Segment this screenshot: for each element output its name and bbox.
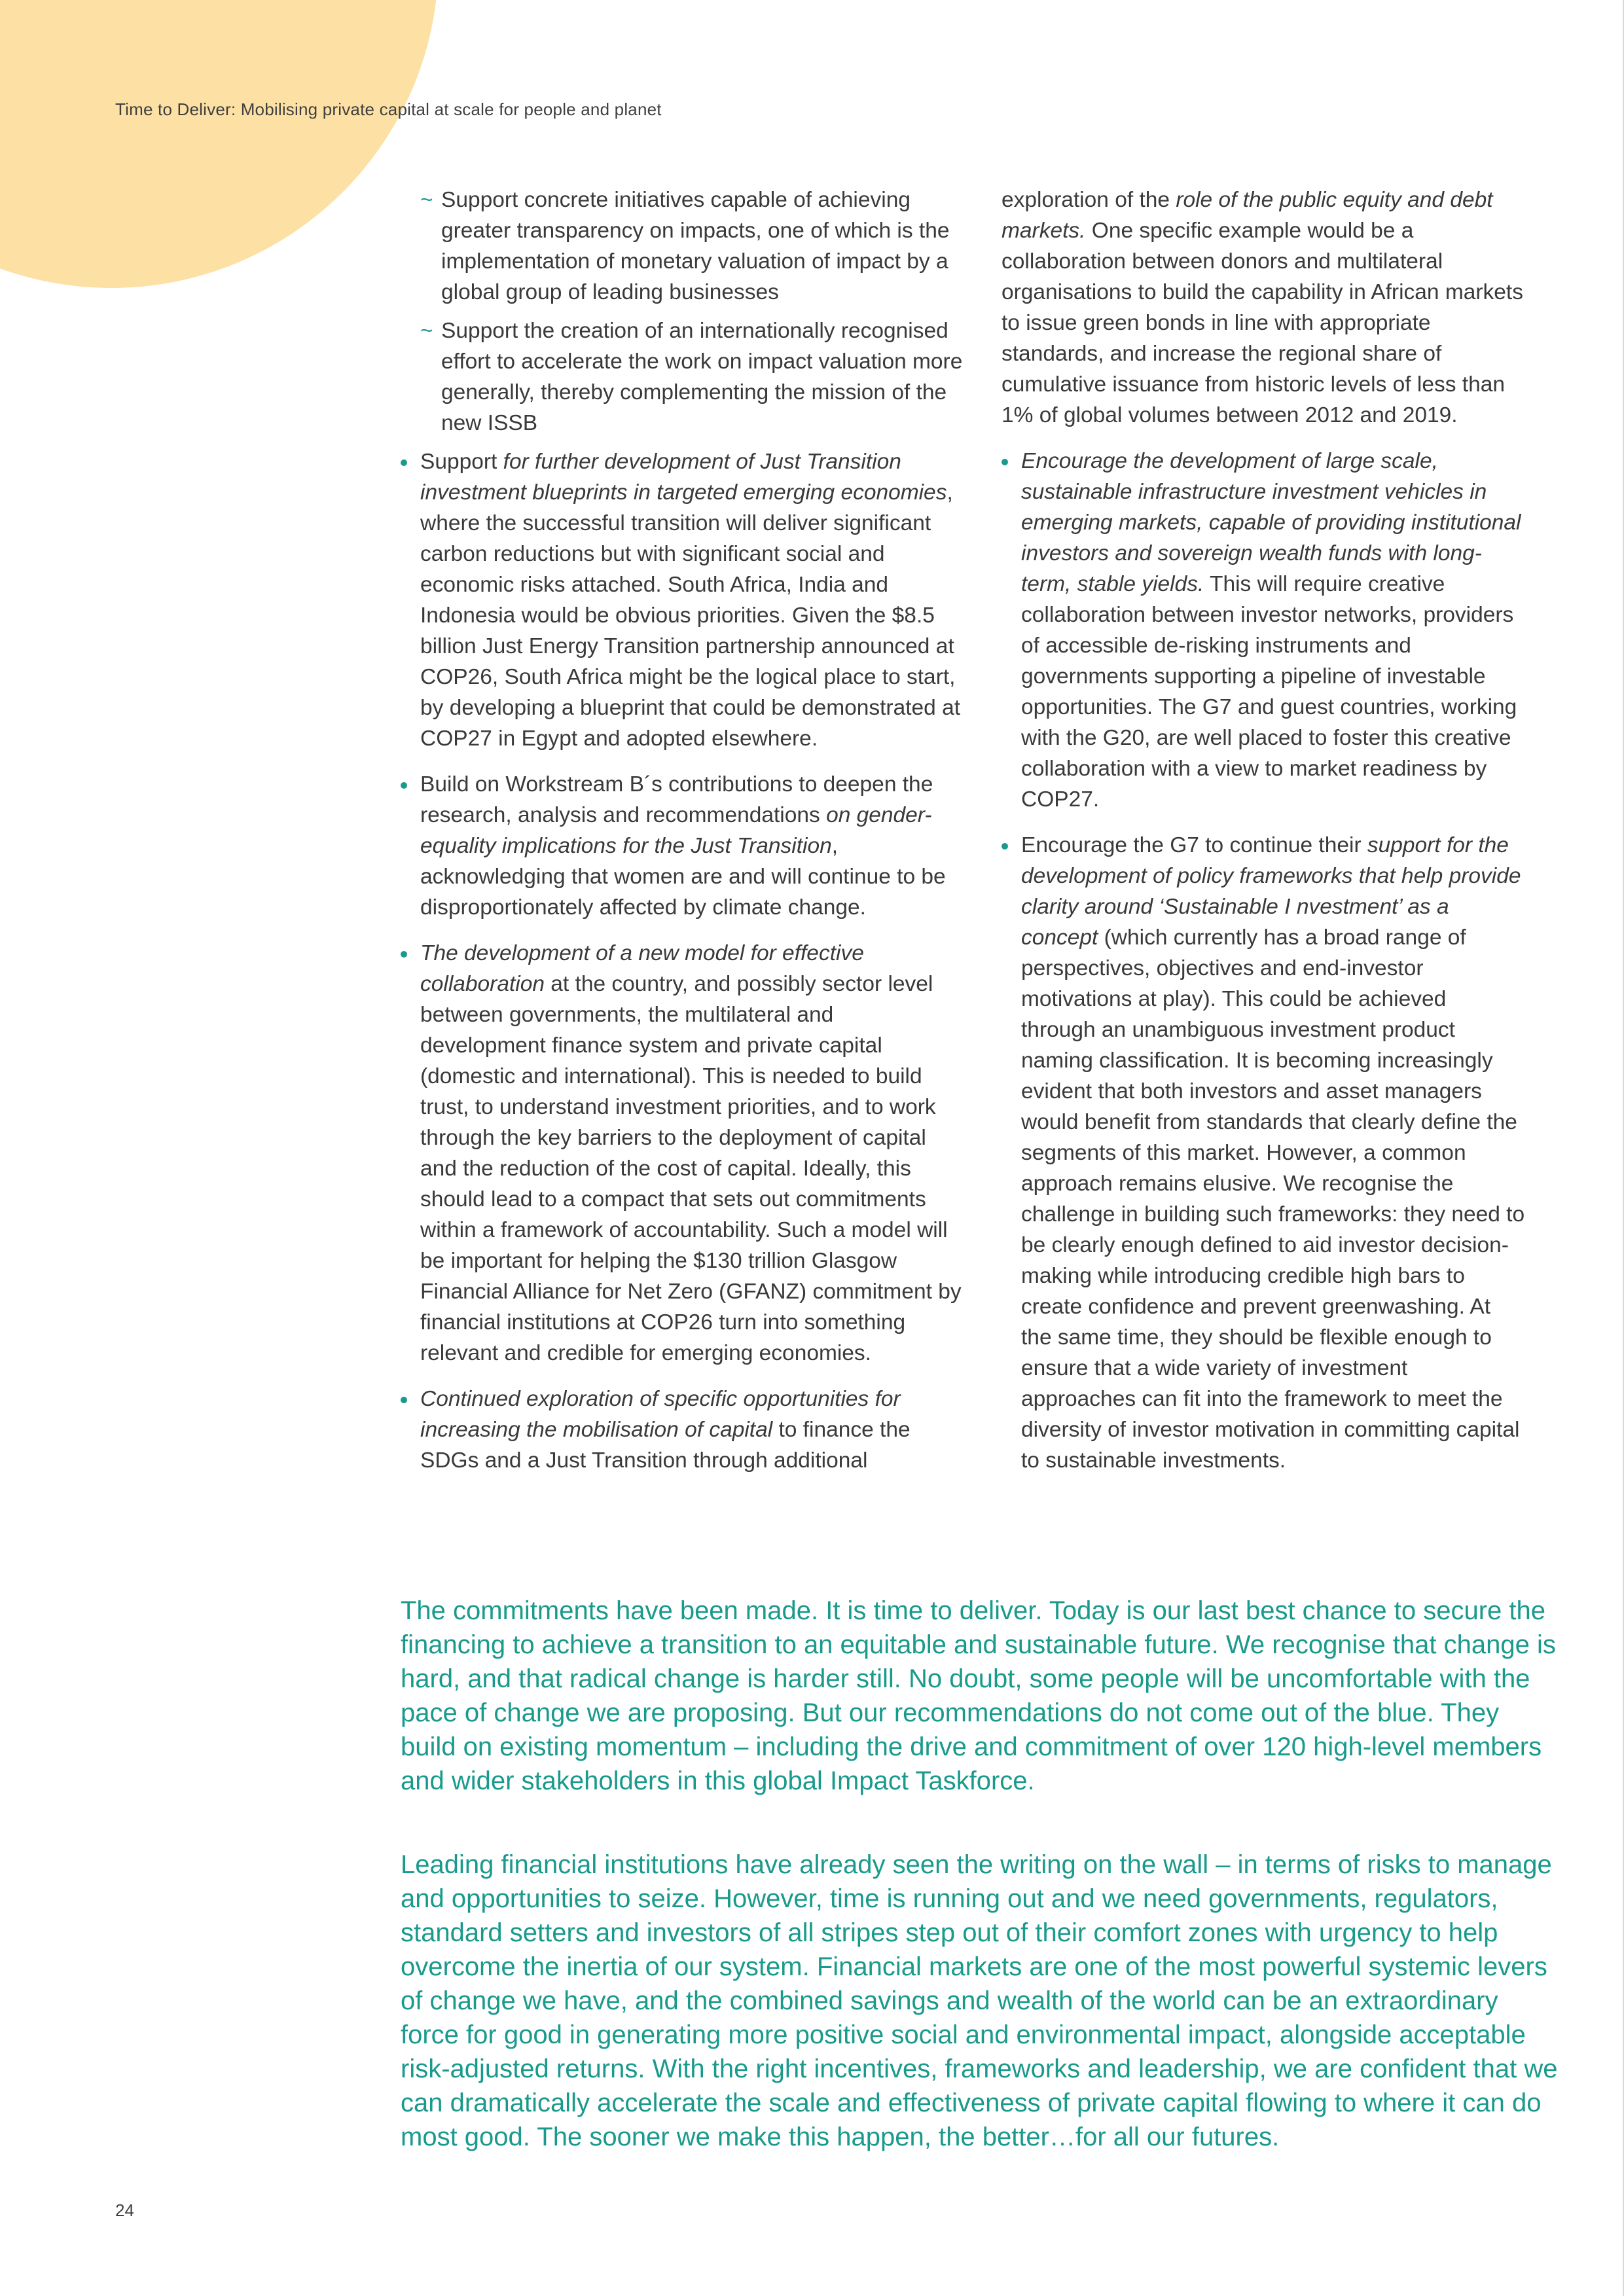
sub-list-item: [420, 185, 964, 308]
bullet-item: [1001, 830, 1525, 1476]
conclusion-paragraph: Leading financial institutions have already seen the writing on the wall – in terms of risks to manage and opportunities to seize. However, time is running out and we need governments, regulators, standard setters and investors of all stripes step out of their comfort zones with urgency to help overcome the inertia of our system. Financial markets are one of the most powerful systemic levers of change we have, and the combined savings and wealth of the world can be an extraordinary force for good in generating more positive social and environmental impact, alongside acceptable risk-adjusted returns. With the right incentives, frameworks and leadership, we are confident that we can dramatically accelerate the scale and effectiveness of private capital flowing to where it can do most good. The sooner we make this happen, the better…for all our futures.: [401, 1850, 1558, 2151]
bullet-item: [1001, 446, 1525, 815]
page-number: 24: [115, 2200, 134, 2220]
sub-list-item: [420, 315, 964, 439]
tilde-marker: ~: [420, 188, 433, 212]
bullet-text: to finance the SDGs and a Just Transition through additional: [420, 1418, 911, 1473]
bullet-dot-icon: [1001, 843, 1008, 850]
paragraph-text: One specific example would be a collaboration between donors and multilateral organisations to build the capability in African markets to issue green bonds in line with appropriate standards, and increase the regional share of cumulative issuance from historic levels of less than 1% of global volumes between 2012 and 2019.: [1001, 219, 1523, 427]
sub-item-text: Support the creation of an internationally recognised effort to accelerate the work on impact valuation more generally, thereby complementing the mission of the new ISSB: [441, 319, 963, 435]
bullet-item: [401, 938, 964, 1369]
bullet-dot-icon: [401, 459, 407, 466]
left-column: [401, 185, 964, 1491]
paragraph-emphasis: role of the public equity and debt markets.: [1001, 188, 1493, 243]
bullet-text: (which currently has a broad range of perspectives, objectives and end-investor motivations at play). This could be achieved through an unambiguous investment product naming classification. It is becoming increasingly evident that both investors and asset managers would benefit from standards that clearly define the segments of this market. However, a common approach remains elusive. We recognise the challenge in building such frameworks: they need to be clearly enough defined to aid investor decision-making while introducing credible high bars to create confidence and prevent greenwashing. At the same time, they should be flexible enough to ensure that a wide variety of investment approaches can fit into the framework to meet the diversity of investor motivation in committing capital to sustainable investments.: [1021, 925, 1525, 1473]
bullet-item: [401, 446, 964, 754]
bullet-emphasis: for further development of Just Transition investment blueprints in targeted emerging economies: [420, 450, 947, 505]
bullet-emphasis: Continued exploration of specific opportunities for increasing the mobilisation of capital: [420, 1387, 901, 1442]
decorative-circle: [0, 0, 439, 288]
bullet-text: This will require creative collaboration between investor networks, providers of accessible de-risking instruments and governments supporting a pipeline of investable opportunities. The G7 and guest countries, working with the G20, are well placed to foster this creative collaboration with a view to market readiness by COP27.: [1021, 572, 1517, 812]
bullet-emphasis: The development of a new model for effective collaboration: [420, 941, 864, 996]
bullet-emphasis: on gender-equality implications for the Just Transition: [420, 803, 932, 858]
conclusion-paragraph: The commitments have been made. It is time to deliver. Today is our last best chance to secure the financing to achieve a transition to an equitable and sustainable future. We recognise that change is hard, and that radical change is harder still. No doubt, some people will be uncomfortable with the pace of change we are proposing. But our recommendations do not come out of the blue. They build on existing momentum – including the drive and commitment of over 120 high-level members and wider stakeholders in this global Impact Taskforce.: [401, 1596, 1556, 1795]
bullet-text: , acknowledging that women are and will continue to be disproportionately affected by climate change.: [420, 834, 946, 920]
bullet-dot-icon: [401, 951, 407, 958]
bullet-dot-icon: [401, 1397, 407, 1403]
bullet-dot-icon: [401, 782, 407, 789]
bullet-emphasis: support for the development of policy frameworks that help provide clarity around ‘Sustainable I nvestment’ as a concept: [1021, 833, 1521, 950]
paragraph-text: exploration of the: [1001, 188, 1176, 212]
bullet-text: Support: [420, 450, 503, 474]
bullet-text: Encourage the G7 to continue their: [1021, 833, 1367, 857]
running-header: Time to Deliver: Mobilising private capital at scale for people and planet: [115, 99, 662, 119]
bullet-emphasis: Encourage the development of large scale, sustainable infrastructure investment vehicles in emerging markets, capable of providing institutional investors and sovereign wealth funds with long-term, stable yields.: [1021, 449, 1521, 596]
right-column: [1001, 185, 1525, 1491]
bullet-text: at the country, and possibly sector level between governments, the multilateral and development finance system and private capital (domestic and international). This is needed to build trust, to understand investment priorities, and to work through the key barriers to the deployment of capital and the reduction of the cost of capital. Ideally, this should lead to a compact that sets out commitments within a framework of accountability. Such a model will be important for helping the $130 trillion Glasgow Financial Alliance for Net Zero (GFANZ) commitment by financial institutions at COP26 turn into something relevant and credible for emerging economies.: [420, 972, 962, 1365]
bullet-item: [401, 1384, 964, 1476]
sub-item-text: Support concrete initiatives capable of achieving greater transparency on impacts, one of which is the implementation of monetary valuation of impact by a global group of leading businesses: [441, 188, 950, 304]
bullet-dot-icon: [1001, 459, 1008, 465]
bullet-text: Build on Workstream B´s contributions to deepen the research, analysis and recommendations: [420, 772, 933, 827]
bullet-item: [401, 769, 964, 923]
tilde-marker: ~: [420, 319, 433, 343]
bullet-text: , where the successful transition will deliver significant carbon reductions but with significant social and economic risks attached. South Africa, India and Indonesia would be obvious priorities. Given the $8.5 billion Just Energy Transition partnership announced at COP26, South Africa might be the logical place to start, by developing a blueprint that could be demonstrated at COP27 in Egypt and adopted elsewhere.: [420, 480, 961, 751]
continued-paragraph: [1001, 185, 1525, 431]
